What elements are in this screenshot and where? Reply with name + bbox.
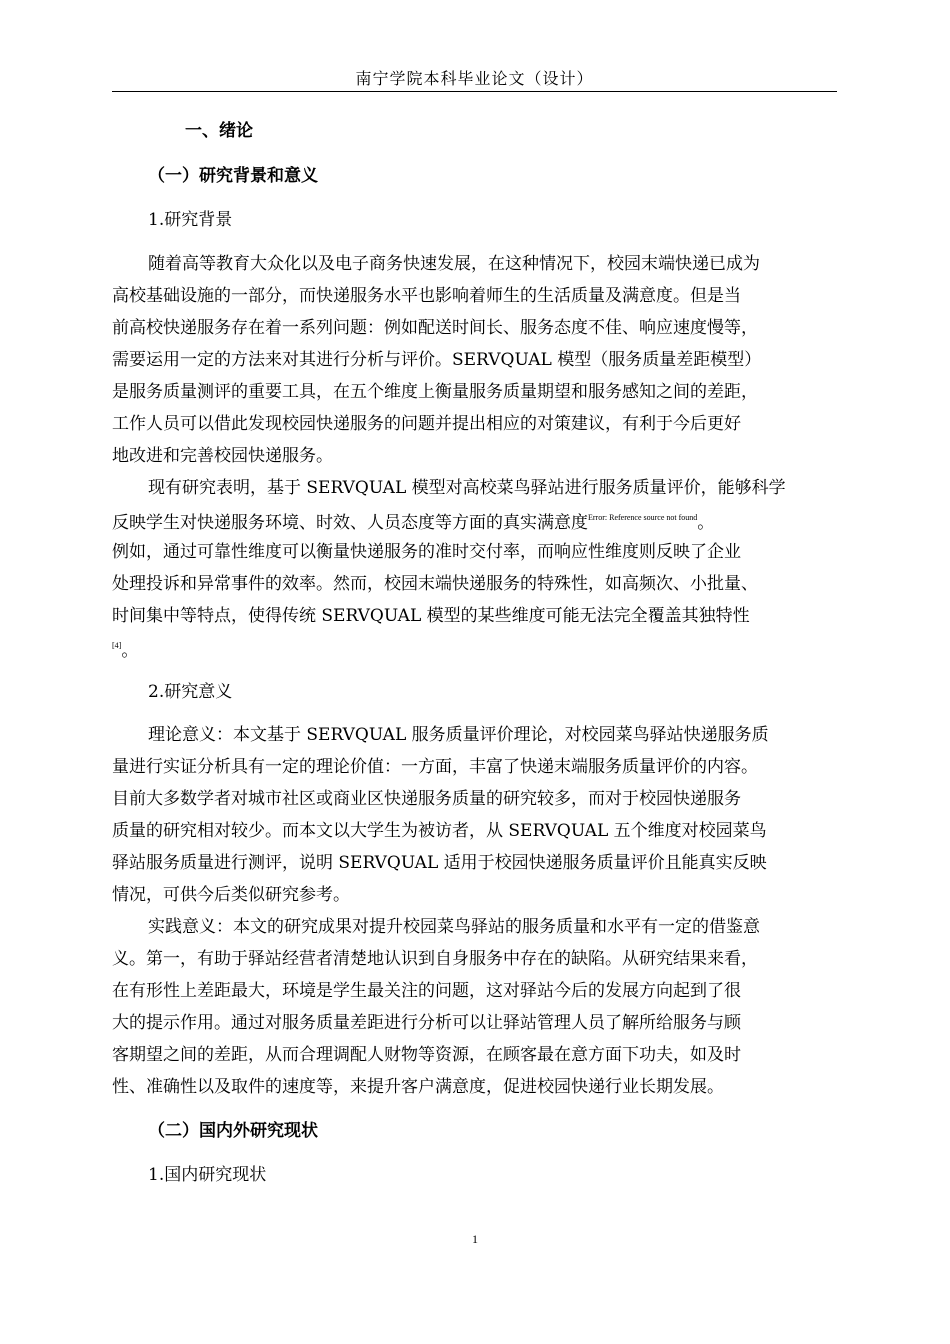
paragraph-line: 客期望之间的差距，从而合理调配人财物等资源，在顾客最在意方面下功夫，如及时: [112, 1045, 741, 1065]
subsection-heading-significance: 2.研究意义: [148, 682, 233, 702]
paragraph-line: 情况，可供今后类似研究参考。: [112, 885, 350, 905]
reference-error-marker: Error: Reference source not found: [588, 513, 698, 522]
section-heading-research-status: （二）国内外研究现状: [148, 1121, 318, 1141]
citation-marker: [4]: [112, 641, 122, 650]
paragraph-line-with-reference: [112, 508, 852, 533]
subsection-heading-background: 1.研究背景: [148, 210, 233, 230]
paragraph-line: 理论意义：本文基于 SERVQUAL 服务质量评价理论，对校园菜鸟驿站快递服务质: [148, 725, 769, 745]
paragraph-line: 目前大多数学者对城市社区或商业区快递服务质量的研究较多，而对于校园快递服务: [112, 789, 741, 809]
section-heading-background: （一）研究背景和意义: [148, 166, 318, 186]
paragraph-line: 需要运用一定的方法来对其进行分析与评价。SERVQUAL 模型（服务质量差距模型）: [112, 350, 762, 370]
paragraph-line: 随着高等教育大众化以及电子商务快速发展，在这种情况下，校园末端快递已成为: [148, 254, 760, 274]
paragraph-line: 工作人员可以借此发现校园快递服务的问题并提出相应的对策建议，有利于今后更好: [112, 414, 741, 434]
paragraph-line: 量进行实证分析具有一定的理论价值：一方面，丰富了快递末端服务质量评价的内容。: [112, 757, 758, 777]
paragraph-line: 现有研究表明，基于 SERVQUAL 模型对高校菜鸟驿站进行服务质量评价，能够科学: [148, 478, 786, 498]
paragraph-line: 实践意义：本文的研究成果对提升校园菜鸟驿站的服务质量和水平有一定的借鉴意: [148, 917, 760, 937]
paragraph-text: 反映学生对快递服务环境、时效、人员态度等方面的真实满意度: [112, 513, 588, 533]
paragraph-line: 是服务质量测评的重要工具，在五个维度上衡量服务质量期望和服务感知之间的差距，: [112, 382, 758, 402]
paragraph-punctuation: 。: [697, 513, 715, 533]
paragraph-line: 在有形性上差距最大，环境是学生最关注的问题，这对驿站今后的发展方向起到了很: [112, 981, 741, 1001]
paragraph-line: 义。第一，有助于驿站经营者清楚地认识到自身服务中存在的缺陷。从研究结果来看，: [112, 949, 758, 969]
paragraph-line: 质量的研究相对较少。而本文以大学生为被访者，从 SERVQUAL 五个维度对校园菜鸟: [112, 821, 767, 841]
page-header-title: 南宁学院本科毕业论文（设计）: [355, 69, 594, 88]
paragraph-line: 例如，通过可靠性维度可以衡量快递服务的准时交付率，而响应性维度则反映了企业: [112, 542, 741, 562]
page-number: 1: [472, 1232, 478, 1246]
paragraph-line: 地改进和完善校园快递服务。: [112, 446, 333, 466]
chapter-heading: 一、绪论: [185, 121, 253, 141]
paragraph-line: 前高校快递服务存在着一系列问题：例如配送时间长、服务态度不佳、响应速度慢等，: [112, 318, 758, 338]
paragraph-line: 高校基础设施的一部分，而快递服务水平也影响着师生的生活质量及满意度。但是当: [112, 286, 741, 306]
subsection-heading-domestic: 1.国内研究现状: [148, 1165, 267, 1185]
paragraph-line-with-reference: [112, 636, 852, 661]
header-rule: [112, 91, 837, 92]
paragraph-line: 驿站服务质量进行测评，说明 SERVQUAL 适用于校园快递服务质量评价且能真实反映: [112, 853, 767, 873]
paragraph-line: 大的提示作用。通过对服务质量差距进行分析可以让驿站管理人员了解所给服务与顾: [112, 1013, 741, 1033]
paragraph-line: 性、准确性以及取件的速度等，来提升客户满意度，促进校园快递行业长期发展。: [112, 1077, 724, 1097]
paragraph-line: 处理投诉和异常事件的效率。然而，校园末端快递服务的特殊性，如高频次、小批量、: [112, 574, 758, 594]
paragraph-punctuation: 。: [121, 641, 139, 661]
paragraph-line: 时间集中等特点，使得传统 SERVQUAL 模型的某些维度可能无法完全覆盖其独特性: [112, 606, 750, 626]
